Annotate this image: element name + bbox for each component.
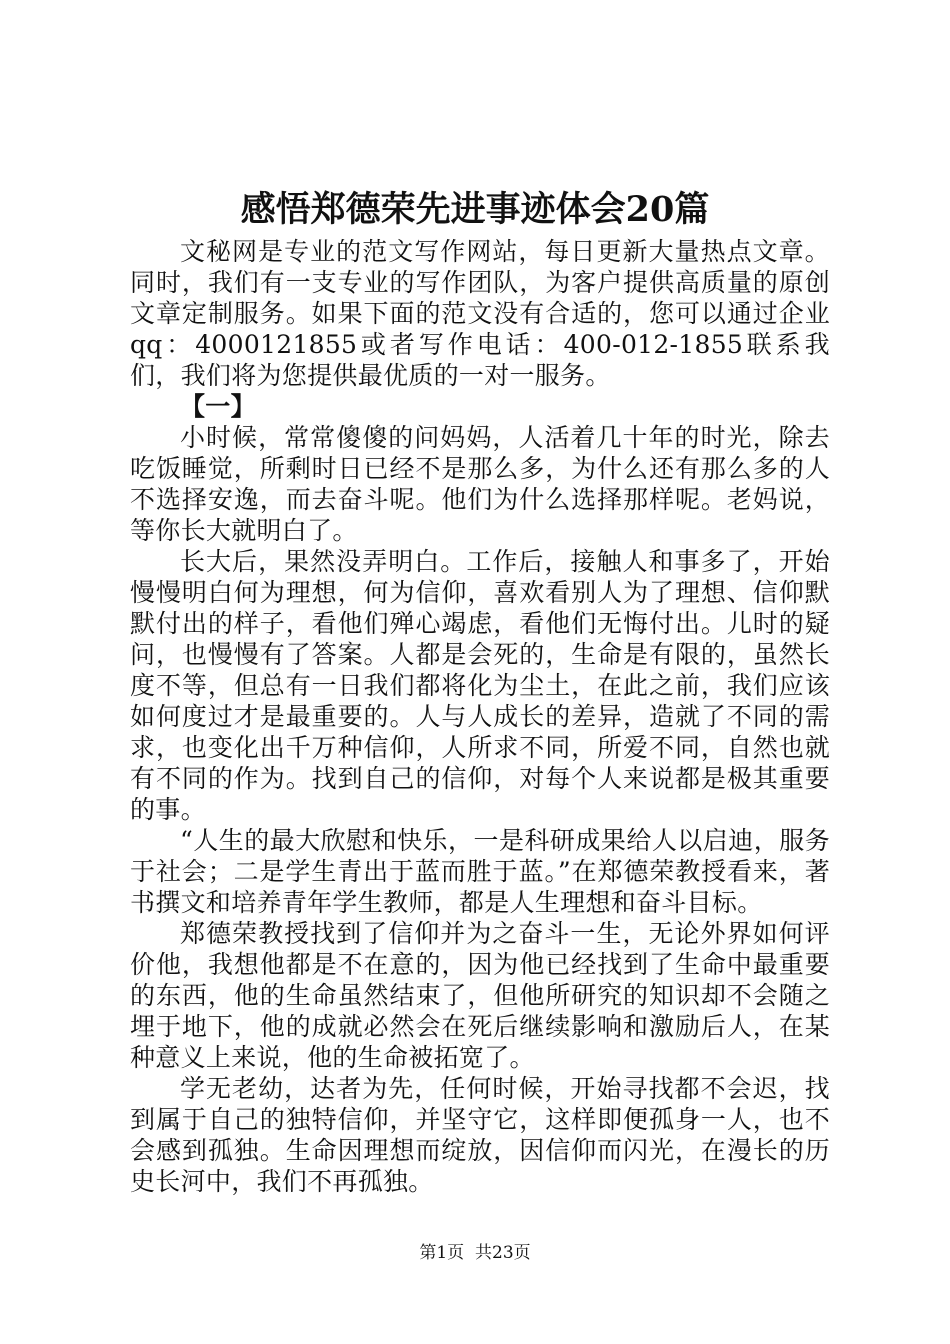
page-total: 共23页 xyxy=(475,1243,531,1263)
body-paragraph-2: 长大后，果然没弄明白。工作后，接触人和事多了，开始慢慢明白何为理想，何为信仰，喜欢看别人为了理想、信仰默默付出的样子，看他们殚心竭虑，看他们无悔付出。儿时的疑问，也慢慢有了答案。人都是会死的，生命是有限的，虽然长度不等，但总有一日我们都将化为尘土，在此之前，我们应该如何度过才是最重要的。人与人成长的差异，造就了不同的需求，也变化出千万种信仰，人所求不同，所爱不同，自然也就有不同的作为。找到自己的信仰，对每个人来说都是极其重要的事。 xyxy=(130,547,830,824)
intro-paragraph: 文秘网是专业的范文写作网站，每日更新大量热点文章。同时，我们有一支专业的写作团队，为客户提供高质量的原创文章定制服务。如果下面的范文没有合适的，您可以通过企业qq：4000121855或者写作电话：400-012-1855联系我们，我们将为您提供最优质的一对一服务。 xyxy=(130,237,830,390)
document-body xyxy=(130,236,830,1197)
body-paragraph-1: 小时候，常常傻傻的问妈妈，人活着几十年的时光，除去吃饭睡觉，所剩时日已经不是那么多，为什么还有那么多的人不选择安逸，而去奋斗呢。他们为什么选择那样呢。老妈说，等你长大就明白了。 xyxy=(130,423,830,545)
page-number: 第1页 xyxy=(419,1243,465,1263)
body-paragraph-5: 学无老幼，达者为先，任何时候，开始寻找都不会迟，找到属于自己的独特信仰，并坚守它，这样即便孤身一人，也不会感到孤独。生命因理想而绽放，因信仰而闪光，在漫长的历史长河中，我们不再孤独。 xyxy=(130,1074,830,1196)
document-title: 感悟郑德荣先进事迹体会20篇 xyxy=(240,189,710,230)
page-footer xyxy=(0,1240,950,1266)
body-paragraph-3: “人生的最大欣慰和快乐，一是科研成果给人以启迪，服务于社会；二是学生青出于蓝而胜于蓝。”在郑德荣教授看来，著书撰文和培养青年学生教师，都是人生理想和奋斗目标。 xyxy=(130,826,830,917)
body-paragraph-4: 郑德荣教授找到了信仰并为之奋斗一生，无论外界如何评价他，我想他都是不在意的，因为他已经找到了生命中最重要的东西，他的生命虽然结束了，但他所研究的知识却不会随之埋于地下，他的成就必然会在死后继续影响和激励后人，在某种意义上来说，他的生命被拓宽了。 xyxy=(130,919,830,1072)
section-heading: 【一】 xyxy=(180,392,256,421)
